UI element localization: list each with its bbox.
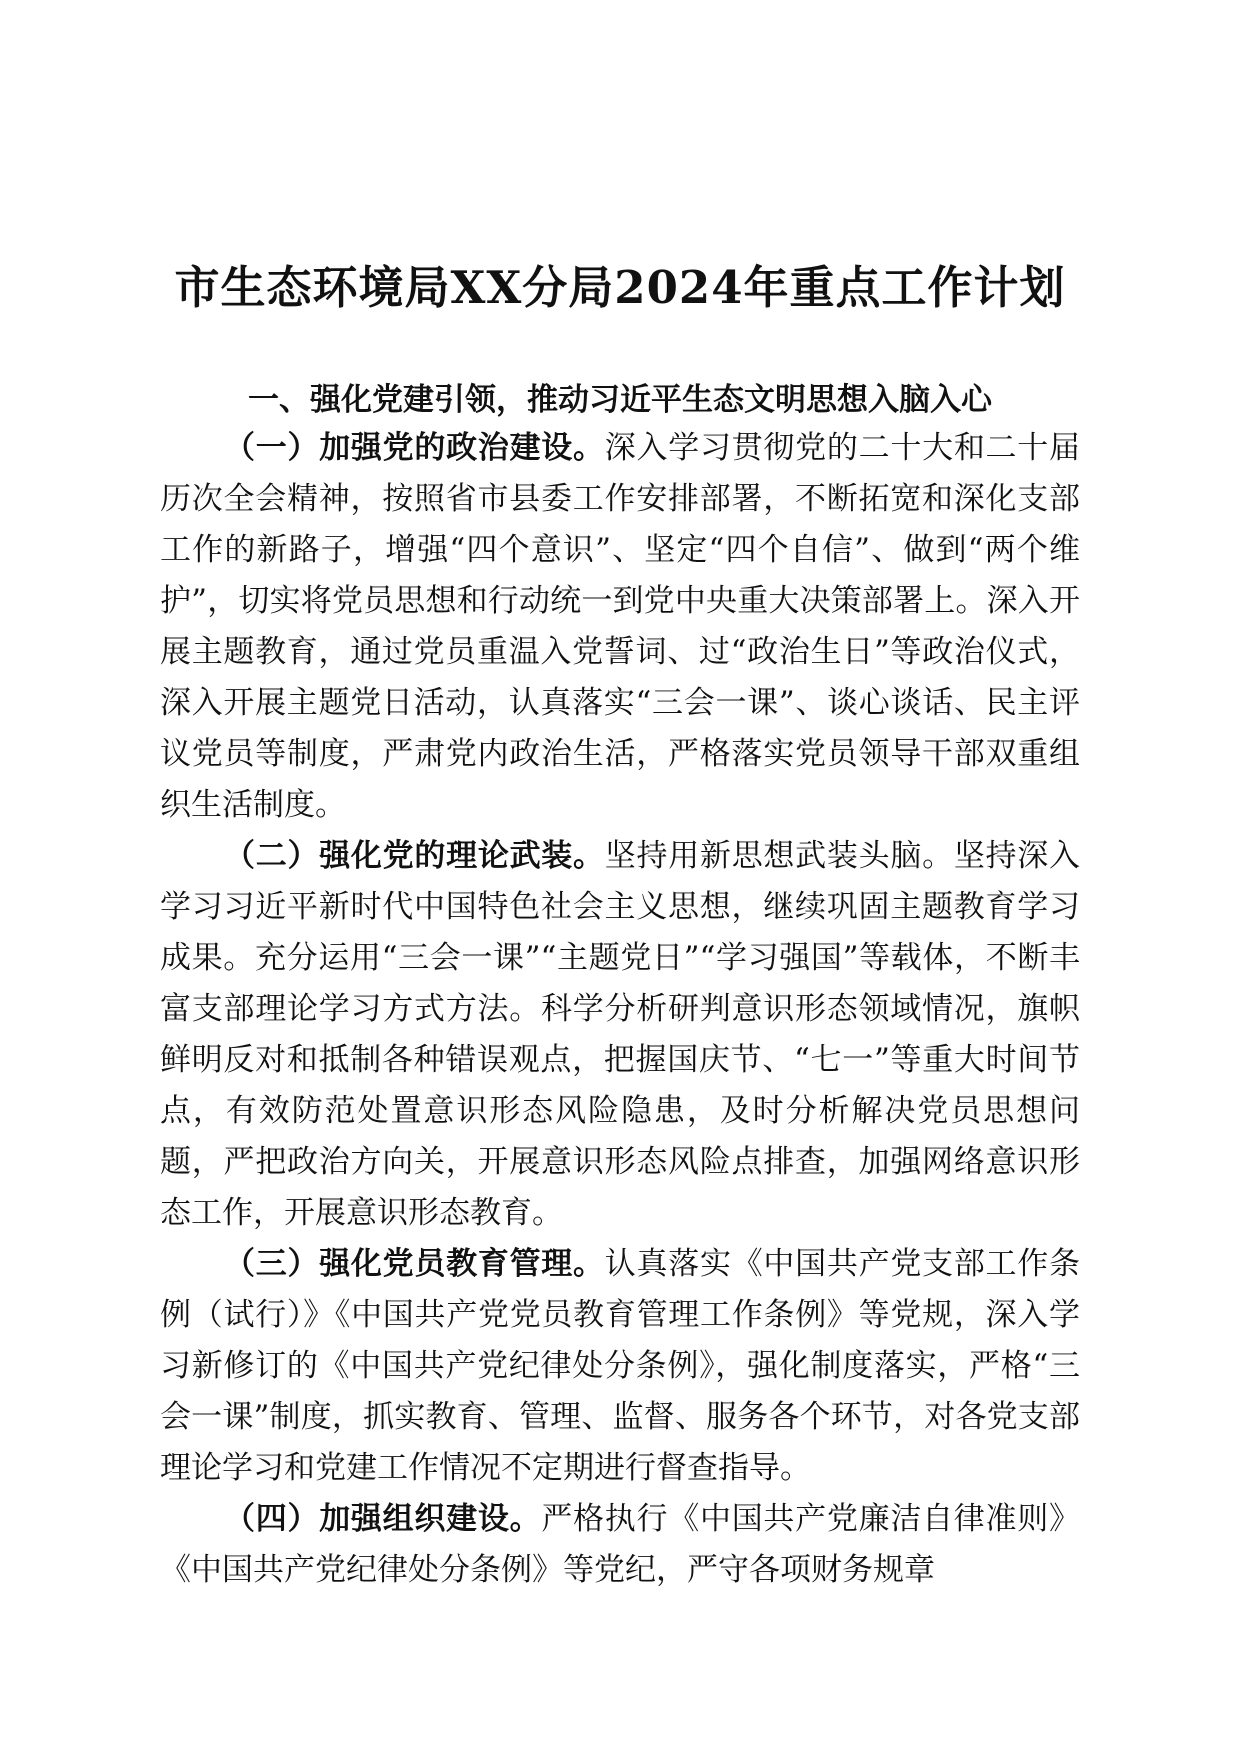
- document-body: [160, 423, 1080, 1596]
- paragraph-1-text: 深入学习贯彻党的二十大和二十届历次全会精神，按照省市县委工作安排部署，不断拓宽和深化支部工作的新路子，增强“四个意识”、坚定“四个自信”、做到“两个维护”，切实将党员思想和行动统一到党中央重大决策部署上。深入开展主题教育，通过党员重温入党誓词、过“政治生日”等政治仪式，深入开展主题党日活动，认真落实“三会一课”、谈心谈话、民主评议党员等制度，严肃党内政治生活，严格落实党员领导干部双重组织生活制度。: [160, 430, 1081, 823]
- paragraph-3-lead: （三）强化党员教育管理。: [224, 1246, 605, 1282]
- paragraph-3: [160, 1239, 1080, 1494]
- document-title: 市生态环境局XX分局2024年重点工作计划: [174, 261, 1066, 314]
- paragraph-2: [160, 831, 1080, 1239]
- paragraph-3-text: 认真落实《中国共产党支部工作条例（试行）》《中国共产党党员教育管理工作条例》等党规，深入学习新修订的《中国共产党纪律处分条例》，强化制度落实，严格“三会一课”制度，抓实教育、管理、监督、服务各个环节，对各党支部理论学习和党建工作情况不定期进行督查指导。: [160, 1246, 1081, 1486]
- paragraph-4-lead: （四）加强组织建设。: [224, 1501, 542, 1537]
- paragraph-1-lead: （一）加强党的政治建设。: [224, 430, 605, 466]
- paragraph-2-lead: （二）强化党的理论武装。: [224, 838, 605, 874]
- paragraph-2-text: 坚持用新思想武装头脑。坚持深入学习习近平新时代中国特色社会主义思想，继续巩固主题教育学习成果。充分运用“三会一课”“主题党日”“学习强国”等载体，不断丰富支部理论学习方式方法。科学分析研判意识形态领域情况，旗帜鲜明反对和抵制各种错误观点，把握国庆节、“七一”等重大时间节点，有效防范处置意识形态风险隐患，及时分析解决党员思想问题，严把政治方向关，开展意识形态风险点排查，加强网络意识形态工作，开展意识形态教育。: [160, 838, 1081, 1231]
- paragraph-1: [160, 423, 1080, 831]
- paragraph-4-text: 严格执行《中国共产党廉洁自律准则》《中国共产党纪律处分条例》等党纪，严守各项财务规章: [160, 1501, 1081, 1588]
- section-heading: 一、强化党建引领，推动习近平生态文明思想入脑入心: [248, 382, 992, 418]
- paragraph-4: [160, 1494, 1080, 1596]
